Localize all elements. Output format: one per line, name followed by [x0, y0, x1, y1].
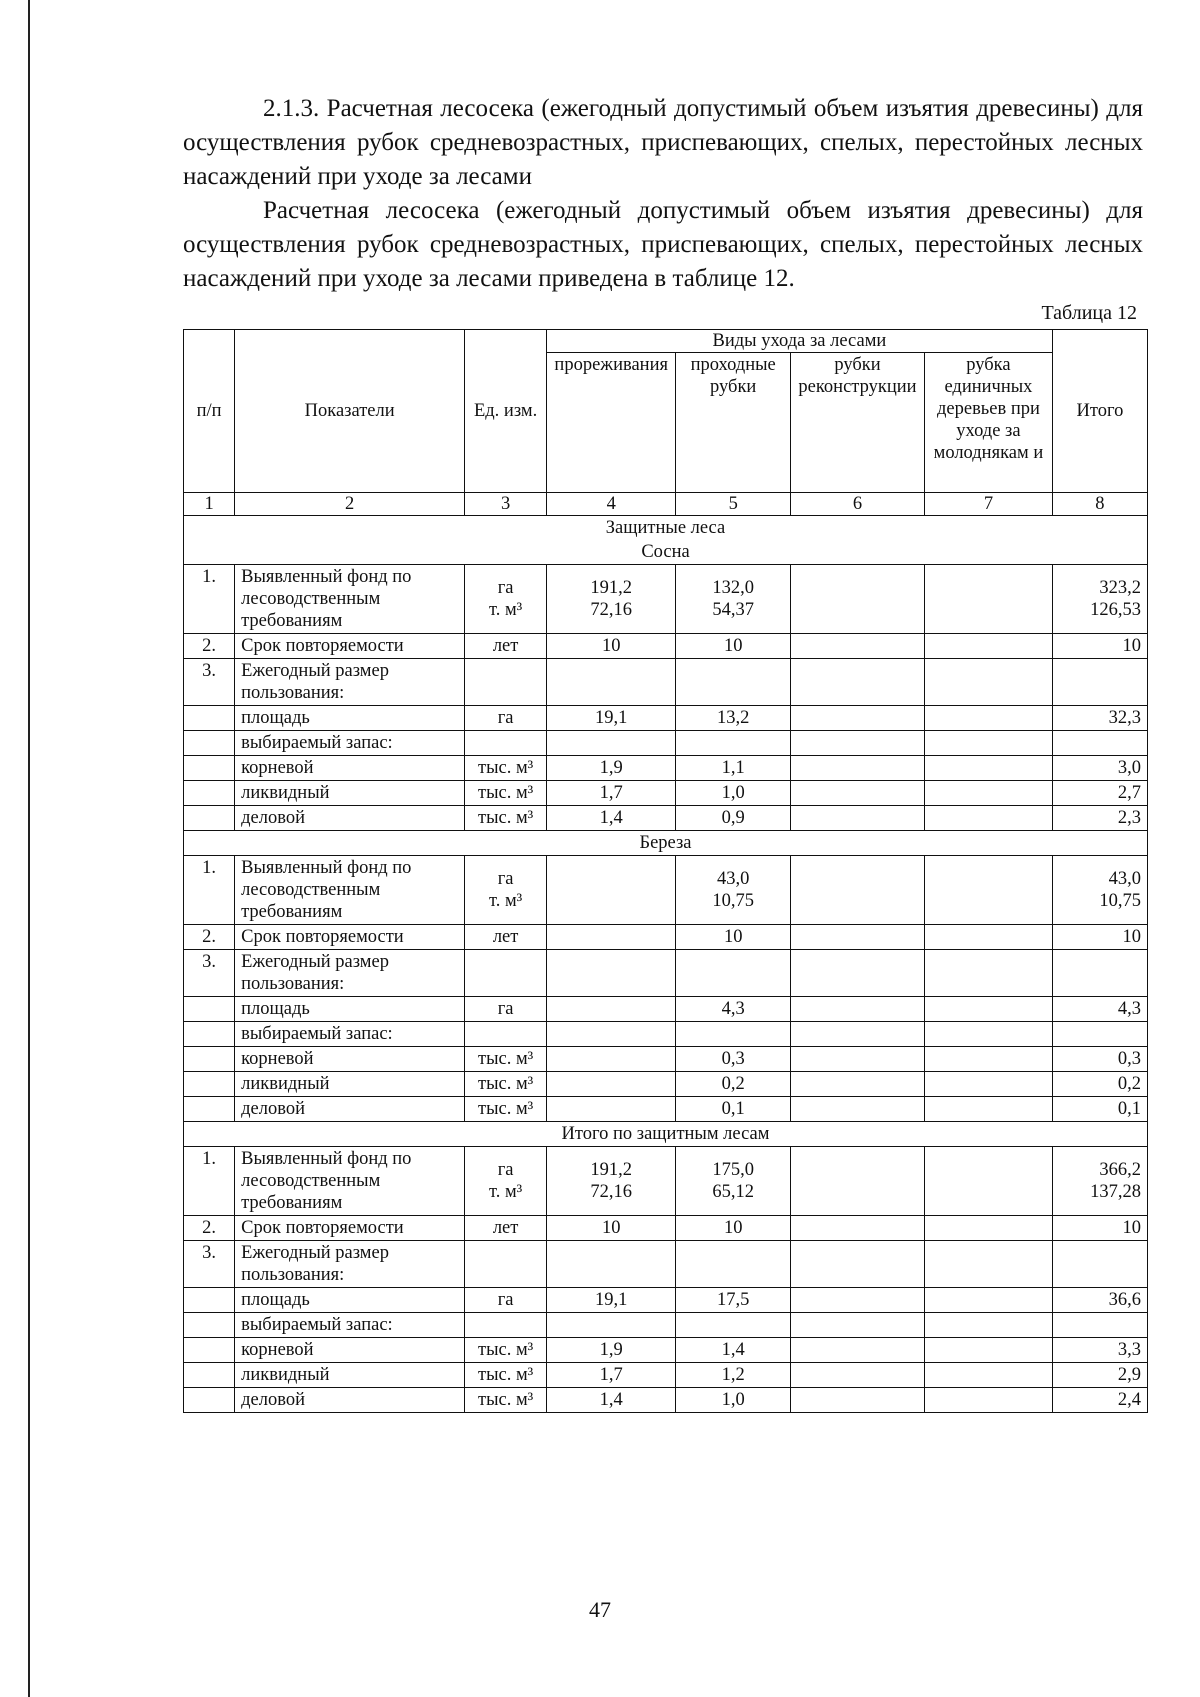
- row-label: Срок повторяемости: [235, 925, 465, 950]
- table-row: [184, 1147, 1148, 1216]
- row-number: 1.: [184, 856, 235, 925]
- single-tree-cell: [925, 1147, 1053, 1216]
- pass-cutting-cell: 43,0 10,75: [676, 856, 791, 925]
- table-row: [184, 856, 1148, 925]
- table-row: [184, 1241, 1148, 1288]
- binding-line: [28, 0, 30, 1697]
- header-reconstruction: рубки реконструкции: [790, 353, 924, 493]
- thinning-cell: 1,7: [547, 781, 676, 806]
- table-row: [184, 1338, 1148, 1363]
- row-number: 2.: [184, 634, 235, 659]
- forest-care-table: [183, 329, 1148, 1413]
- header-thinning: прореживания: [547, 353, 676, 493]
- thinning-cell: 1,9: [547, 756, 676, 781]
- table-row: [184, 781, 1148, 806]
- unit-cell: тыс. м³: [465, 1097, 547, 1122]
- total-cell: 10: [1052, 925, 1147, 950]
- total-cell: 3,3: [1052, 1338, 1147, 1363]
- table-row: [184, 659, 1148, 706]
- single-tree-cell: [925, 856, 1053, 925]
- section-title: Береза: [184, 831, 1148, 856]
- reconstruction-cell: [790, 634, 924, 659]
- section-title-row: [184, 1122, 1148, 1147]
- single-tree-cell: [925, 565, 1053, 634]
- reconstruction-cell: [790, 1216, 924, 1241]
- section-title: Итого по защитным лесам: [184, 1122, 1148, 1147]
- thinning-cell: 1,7: [547, 1363, 676, 1388]
- column-number-row: [184, 493, 1148, 516]
- header-pass-cutting: проходные рубки: [676, 353, 791, 493]
- pass-cutting-cell: 132,0 54,37: [676, 565, 791, 634]
- col-number: 6: [790, 493, 924, 516]
- thinning-cell: [547, 1097, 676, 1122]
- col-number: 4: [547, 493, 676, 516]
- unit-cell: тыс. м³: [465, 781, 547, 806]
- thinning-cell: 10: [547, 1216, 676, 1241]
- pass-cutting-cell: 1,0: [676, 781, 791, 806]
- row-label: ликвидный: [235, 781, 465, 806]
- total-cell: 0,1: [1052, 1097, 1147, 1122]
- col-number: 5: [676, 493, 791, 516]
- pass-cutting-cell: 1,2: [676, 1363, 791, 1388]
- pass-cutting-cell: 1,1: [676, 756, 791, 781]
- row-label: Выявленный фонд по лесоводственным требованиям: [235, 1147, 465, 1216]
- header-unit: Ед. изм.: [465, 330, 547, 493]
- thinning-cell: 10: [547, 634, 676, 659]
- row-number: 2.: [184, 1216, 235, 1241]
- table-row: [184, 1072, 1148, 1097]
- header-care-types: Виды ухода за лесами: [547, 330, 1053, 353]
- thinning-cell: [547, 1072, 676, 1097]
- total-cell: 0,3: [1052, 1047, 1147, 1072]
- table-row: [184, 565, 1148, 634]
- row-label: Выявленный фонд по лесоводственным требованиям: [235, 565, 465, 634]
- pass-cutting-cell: 17,5: [676, 1288, 791, 1313]
- unit-cell: га: [465, 706, 547, 731]
- thinning-cell: 191,2 72,16: [547, 565, 676, 634]
- section-protective-title: Защитные леса: [184, 516, 1148, 541]
- row-label: площадь: [235, 1288, 465, 1313]
- single-tree-cell: [925, 634, 1053, 659]
- col-number: 7: [925, 493, 1053, 516]
- col-number: 2: [235, 493, 465, 516]
- table-row: [184, 806, 1148, 831]
- unit-cell: лет: [465, 925, 547, 950]
- row-label: Срок повторяемости: [235, 634, 465, 659]
- single-tree-cell: [925, 1216, 1053, 1241]
- table-row: [184, 1216, 1148, 1241]
- total-cell: 323,2 126,53: [1052, 565, 1147, 634]
- row-label: Выявленный фонд по лесоводственным требованиям: [235, 856, 465, 925]
- row-label: выбираемый запас:: [235, 731, 465, 756]
- unit-cell: га: [465, 997, 547, 1022]
- header-num: п/п: [184, 330, 235, 493]
- row-label: площадь: [235, 706, 465, 731]
- row-label: деловой: [235, 1388, 465, 1413]
- section-title-row: [184, 831, 1148, 856]
- reconstruction-cell: [790, 1147, 924, 1216]
- col-number: 8: [1052, 493, 1147, 516]
- total-cell: 0,2: [1052, 1072, 1147, 1097]
- table-row: [184, 925, 1148, 950]
- reconstruction-cell: [790, 856, 924, 925]
- total-cell: 10: [1052, 1216, 1147, 1241]
- pass-cutting-cell: 1,0: [676, 1388, 791, 1413]
- row-label: Ежегодный размер пользования:: [235, 1241, 465, 1288]
- row-label: деловой: [235, 806, 465, 831]
- unit-cell: га т. м³: [465, 856, 547, 925]
- total-cell: 3,0: [1052, 756, 1147, 781]
- thinning-cell: [547, 856, 676, 925]
- thinning-cell: 19,1: [547, 1288, 676, 1313]
- header-single-tree: рубка единичных деревьев при уходе за молоднякам и: [925, 353, 1053, 493]
- table-row: [184, 1288, 1148, 1313]
- thinning-cell: 1,9: [547, 1338, 676, 1363]
- thinning-cell: 1,4: [547, 806, 676, 831]
- row-number: 1.: [184, 565, 235, 634]
- pass-cutting-cell: 1,4: [676, 1338, 791, 1363]
- table-caption: Таблица 12: [1041, 302, 1137, 324]
- pass-cutting-cell: 175,0 65,12: [676, 1147, 791, 1216]
- total-cell: 4,3: [1052, 997, 1147, 1022]
- total-cell: 2,7: [1052, 781, 1147, 806]
- page-number: 47: [589, 1597, 611, 1622]
- header-row-1: [184, 330, 1148, 353]
- pass-cutting-cell: 10: [676, 925, 791, 950]
- pass-cutting-cell: 10: [676, 1216, 791, 1241]
- unit-cell: тыс. м³: [465, 806, 547, 831]
- unit-cell: тыс. м³: [465, 1047, 547, 1072]
- row-label: Ежегодный размер пользования:: [235, 950, 465, 997]
- total-cell: 366,2 137,28: [1052, 1147, 1147, 1216]
- unit-cell: лет: [465, 634, 547, 659]
- table-row: [184, 1363, 1148, 1388]
- row-label: корневой: [235, 1338, 465, 1363]
- row-label: деловой: [235, 1097, 465, 1122]
- reconstruction-cell: [790, 925, 924, 950]
- table-row: [184, 1047, 1148, 1072]
- section-protective-row: [184, 516, 1148, 541]
- thinning-cell: 1,4: [547, 1388, 676, 1413]
- table-row: [184, 950, 1148, 997]
- row-number: 3.: [184, 950, 235, 997]
- row-number: 3.: [184, 659, 235, 706]
- table-row: [184, 1313, 1148, 1338]
- table-row: [184, 1022, 1148, 1047]
- pass-cutting-cell: 0,3: [676, 1047, 791, 1072]
- thinning-cell: [547, 1047, 676, 1072]
- table-row: [184, 1388, 1148, 1413]
- thinning-cell: [547, 997, 676, 1022]
- unit-cell: га: [465, 1288, 547, 1313]
- table-row: [184, 997, 1148, 1022]
- row-label: площадь: [235, 997, 465, 1022]
- unit-cell: лет: [465, 1216, 547, 1241]
- unit-cell: га т. м³: [465, 565, 547, 634]
- unit-cell: тыс. м³: [465, 1338, 547, 1363]
- thinning-cell: 19,1: [547, 706, 676, 731]
- pass-cutting-cell: 13,2: [676, 706, 791, 731]
- total-cell: 2,9: [1052, 1363, 1147, 1388]
- section-title: Сосна: [184, 540, 1148, 565]
- section-title-row: [184, 540, 1148, 565]
- pass-cutting-cell: 0,9: [676, 806, 791, 831]
- header-total: Итого: [1052, 330, 1147, 493]
- thinning-cell: [547, 925, 676, 950]
- pass-cutting-cell: 0,2: [676, 1072, 791, 1097]
- pass-cutting-cell: 4,3: [676, 997, 791, 1022]
- total-cell: 43,0 10,75: [1052, 856, 1147, 925]
- row-label: Ежегодный размер пользования:: [235, 659, 465, 706]
- header-indicator: Показатели: [235, 330, 465, 493]
- total-cell: 10: [1052, 634, 1147, 659]
- reconstruction-cell: [790, 565, 924, 634]
- row-number: 1.: [184, 1147, 235, 1216]
- row-label: ликвидный: [235, 1072, 465, 1097]
- row-label: выбираемый запас:: [235, 1313, 465, 1338]
- single-tree-cell: [925, 925, 1053, 950]
- unit-cell: тыс. м³: [465, 756, 547, 781]
- row-label: Срок повторяемости: [235, 1216, 465, 1241]
- pass-cutting-cell: 10: [676, 634, 791, 659]
- total-cell: 32,3: [1052, 706, 1147, 731]
- section-heading: 2.1.3. Расчетная лесосека (ежегодный допустимый объем изъятия древесины) для осуществления рубок средневозрастных, приспевающих, спелых, перестойных лесных насаждений при уходе за лесами: [183, 95, 1143, 190]
- unit-cell: тыс. м³: [465, 1388, 547, 1413]
- col-number: 3: [465, 493, 547, 516]
- document-page: [183, 92, 1143, 1413]
- unit-cell: тыс. м³: [465, 1363, 547, 1388]
- unit-cell: тыс. м³: [465, 1072, 547, 1097]
- table-row: [184, 1097, 1148, 1122]
- total-cell: 2,3: [1052, 806, 1147, 831]
- row-label: ликвидный: [235, 1363, 465, 1388]
- unit-cell: га т. м³: [465, 1147, 547, 1216]
- row-label: корневой: [235, 756, 465, 781]
- row-label: корневой: [235, 1047, 465, 1072]
- col-number: 1: [184, 493, 235, 516]
- total-cell: 36,6: [1052, 1288, 1147, 1313]
- table-row: [184, 756, 1148, 781]
- table-row: [184, 634, 1148, 659]
- thinning-cell: 191,2 72,16: [547, 1147, 676, 1216]
- intro-paragraph: Расчетная лесосека (ежегодный допустимый объем изъятия древесины) для осуществления рубок средневозрастных, приспевающих, спелых, перестойных лесных насаждений при уходе за лесами приведена в таблице 12.: [183, 197, 1143, 292]
- pass-cutting-cell: 0,1: [676, 1097, 791, 1122]
- table-row: [184, 706, 1148, 731]
- row-number: 2.: [184, 925, 235, 950]
- row-label: выбираемый запас:: [235, 1022, 465, 1047]
- total-cell: 2,4: [1052, 1388, 1147, 1413]
- table-row: [184, 731, 1148, 756]
- row-number: 3.: [184, 1241, 235, 1288]
